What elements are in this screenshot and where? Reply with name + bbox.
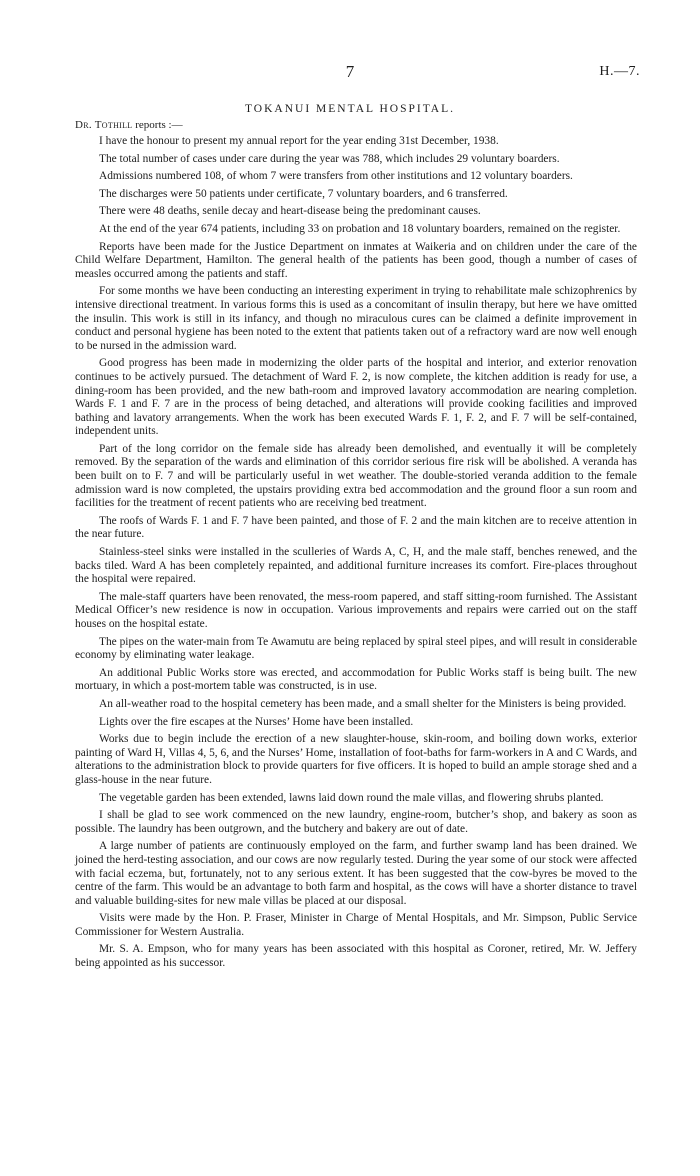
paragraph: I have the honour to present my annual report for the year ending 31st December, 1938. [99, 135, 499, 147]
opening-suffix: reports :— [132, 119, 183, 131]
paragraph: The male-staff quarters have been renovated, the mess-room papered, and staff sitting-room furnished. The Assistant Medical Officer’s new residence is now in occupation. Various improvements and repairs were carried out on the staff houses on the hospital estate. [75, 590, 637, 630]
author-name: Dr. Tothill [75, 119, 133, 131]
paragraph: Good progress has been made in modernizing the older parts of the hospital and interior, and exterior renovation continues to be actively pursued. The detachment of Ward F. 2, is now complete, the kitchen addition is ready for use, a dining-room has been provided, and the new bath-room and improved lavatory accommodation are nearing completion. Wards F. 1 and F. 7 are in the process of being detached, and alterations will provide cooking facilities and improved bathing and lavatory arrangements. When the work has been executed Wards F. 1, F. 2, and F. 7 will be self-contained, independent units. [75, 357, 637, 438]
paragraph: Reports have been made for the Justice Department on inmates at Waikeria and on children under the care of the Child Welfare Department, Hamilton. The general health of the patients has been good, though a number of cases of measles occurred among the patients and staff. [75, 240, 637, 280]
paragraph: Stainless-steel sinks were installed in the sculleries of Wards A, C, H, and the male staff, benches renewed, and the backs tiled. Ward A has been completely repainted, and additional furniture increases its comfort. Fire-places throughout the hospital were repaired. [75, 546, 637, 586]
paragraph: For some months we have been conducting an interesting experiment in trying to rehabilitate male schizophrenics by intensive directional treatment. In various forms this is used as a concomitant of insulin therapy, but here we have omitted the insulin. This work is still in its infancy, and though no miraculous cures can be claimed a definite improvement in conduct and personal hygiene has been noted to the extent that patients taken out of a refractory ward are now well enough to be nursed in the admission ward. [75, 285, 637, 352]
report-opening [75, 118, 637, 133]
paragraph: I shall be glad to see work commenced on the new laundry, engine-room, butcher’s shop, and bakery as soon as possible. The laundry has been outgrown, and the butchery and bakery are out of date. [75, 809, 637, 835]
page-number: 7 [345, 62, 355, 81]
paragraph: Mr. S. A. Empson, who for many years has been associated with this hospital as Coroner, retired, Mr. W. Jeffery being appointed as his successor. [75, 943, 637, 970]
paragraph: The discharges were 50 patients under certificate, 7 voluntary boarders, and 6 transferred. [99, 187, 508, 200]
paragraph: A large number of patients are continuously employed on the farm, and further swamp land has been drained. We joined the herd-testing association, and our cows are now regularly tested. During the year some of our stock were affected with facial eczema, but, fortunately, not to any serious extent. It has been suggested that the cow-byres be moved to the centre of the farm. This would be an advantage to both farm and hospital, as the cows will have a shorter distance to travel and valuable building-sites for new male villas be placed at our disposal. [75, 840, 637, 907]
paragraph: An additional Public Works store was erected, and accommodation for Public Works staff is being built. The new mortuary, in which a post-mortem table was constructed, is in use. [75, 666, 637, 693]
paragraph: Part of the long corridor on the female side has already been demolished, and eventually it will be completely removed. By the separation of the wards and elimination of this corridor serious fire risk will be abolished. A veranda has been built on to F. 7 and will be particularly useful in wet weather. The double-storied veranda addition to the female admission ward is now completed, the upstairs providing extra bed accommodation and the ground floor a sun room and facilities for the treatment of recent patients who are receiving bed treatment. [75, 442, 637, 510]
paragraph: The pipes on the water-main from Te Awamutu are being replaced by spiral steel pipes, and will result in considerable economy by eliminating water leakage. [75, 635, 637, 662]
document-code: H.—7. [599, 64, 640, 79]
paragraph: At the end of the year 674 patients, including 33 on probation and 18 voluntary boarders, remained on the register. [99, 222, 621, 235]
paragraph: Lights over the fire escapes at the Nurses’ Home have been installed. [99, 715, 414, 728]
paragraph: Works due to begin include the erection of a new slaughter-house, skin-room, and boiling down works, exterior painting of Ward H, Villas 4, 5, 6, and the Nurses’ Home, installation of foot-baths for farm-workers in A and C Wards, and alterations to the administration block to provide quarters for five officers. It is hoped to build an ample storage shed and a glass-house in the near future. [75, 733, 637, 786]
paragraph: The vegetable garden has been extended, lawns laid down round the male villas, and flowering shrubs planted. [99, 791, 604, 804]
paragraph: The roofs of Wards F. 1 and F. 7 have been painted, and those of F. 2 and the main kitchen are to receive attention in the near future. [75, 514, 637, 541]
paragraph: An all-weather road to the hospital cemetery has been made, and a small shelter for the Ministers is being provided. [99, 697, 627, 710]
section-title: TOKANUI MENTAL HOSPITAL. [244, 103, 456, 115]
paragraph: The total number of cases under care during the year was 788, which includes 29 voluntary boarders. [99, 152, 560, 165]
report-body [75, 118, 637, 975]
paragraph: There were 48 deaths, senile decay and heart-disease being the predominant causes. [99, 205, 481, 218]
paragraph: Admissions numbered 108, of whom 7 were transfers from other institutions and 12 voluntary boarders. [99, 170, 573, 183]
paragraph: Visits were made by the Hon. P. Fraser, Minister in Charge of Mental Hospitals, and Mr. Simpson, Public Service Commissioner for Western Australia. [75, 912, 637, 938]
